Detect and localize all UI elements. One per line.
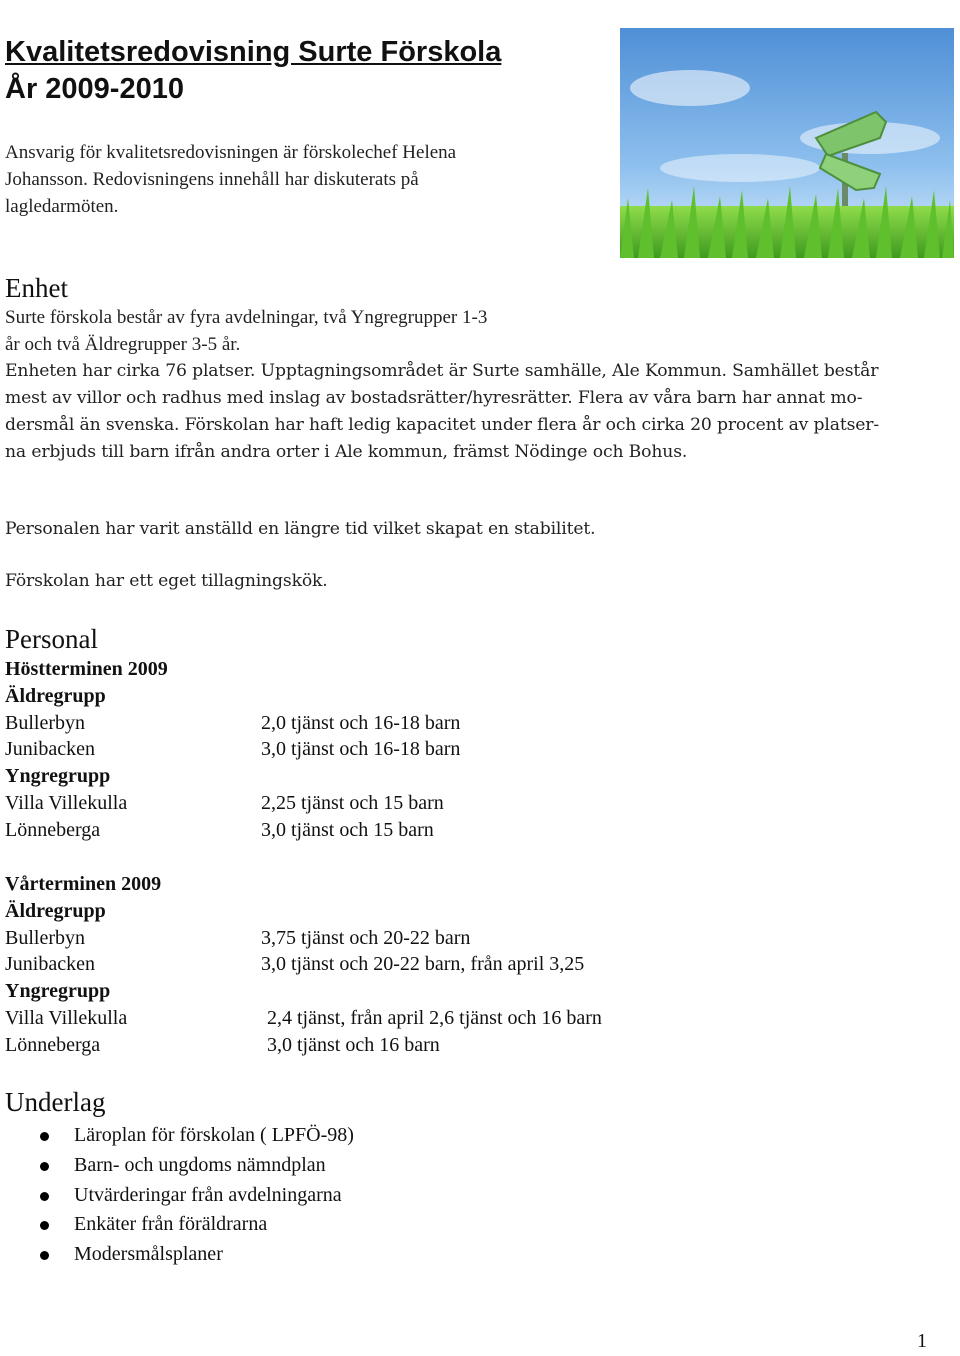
enhet-paragraph-3: Personalen har varit anställd en längre tid vilket skapat en stabilitet. [5, 519, 596, 539]
unit-name: Villa Villekulla [5, 791, 128, 814]
bullet-icon [40, 1251, 49, 1260]
staff-row [5, 951, 585, 978]
list-item [0, 1121, 354, 1151]
enhet-paragraph-4: Förskolan har ett eget tillagningskök. [5, 571, 328, 591]
unit-staffing: 3,75 tjänst och 20-22 barn [261, 926, 471, 949]
unit-staffing: 2,4 tjänst, från april 2,6 tjänst och 16 barn [267, 1006, 602, 1029]
bullet-icon [40, 1162, 49, 1171]
staff-row [5, 925, 471, 952]
staff-row [5, 1005, 602, 1032]
document-title [5, 34, 501, 108]
list-item [0, 1210, 354, 1240]
list-item-text: Utvärderingar från avdelningarna [74, 1183, 342, 1206]
unit-name: Lönneberga [5, 1033, 101, 1056]
list-item [0, 1151, 354, 1181]
group-heading: Yngregrupp [5, 765, 111, 788]
enhet-line: Enheten har cirka 76 platser. Upptagningsområdet är Surte samhälle, Ale Kommun. Samhället består [5, 361, 879, 381]
unit-staffing: 3,0 tjänst och 16 barn [267, 1033, 440, 1056]
group-heading: Äldregrupp [5, 899, 106, 922]
group-heading: Yngregrupp [5, 980, 111, 1003]
unit-staffing: 3,0 tjänst och 20-22 barn, från april 3,25 [261, 953, 585, 976]
signpost-icon [620, 28, 954, 258]
staff-row [5, 736, 461, 763]
unit-name: Bullerbyn [5, 711, 85, 734]
staff-row [5, 710, 461, 737]
intro-line: Ansvarig för kvalitetsredovisningen är förskolechef Helena [5, 142, 457, 163]
unit-name: Junibacken [5, 738, 95, 761]
section-heading-enhet: Enhet [5, 273, 68, 303]
list-item-text: Modersmålsplaner [74, 1243, 223, 1266]
enhet-line: år och två Äldregrupper 3-5 år. [5, 334, 241, 355]
staff-row [5, 1032, 440, 1059]
unit-name: Junibacken [5, 953, 95, 976]
intro-paragraph [5, 139, 605, 220]
unit-staffing: 3,0 tjänst och 16-18 barn [261, 738, 461, 761]
staff-row [5, 790, 444, 817]
staffing-fall-2009 [5, 656, 461, 844]
list-item-text: Enkäter från föräldrarna [74, 1213, 268, 1236]
enhet-paragraph-2 [5, 358, 935, 466]
section-heading-underlag: Underlag [5, 1087, 106, 1117]
bullet-icon [40, 1132, 49, 1141]
list-item [0, 1240, 354, 1270]
title-line-2: År 2009-2010 [5, 73, 184, 105]
term-heading: Höstterminen 2009 [5, 658, 168, 680]
unit-name: Bullerbyn [5, 926, 85, 949]
enhet-line: dersmål än svenska. Förskolan har haft ledig kapacitet under flera år och cirka 20 procent av platser- [5, 415, 880, 435]
staffing-spring-2009 [5, 871, 602, 1059]
underlag-list [0, 1121, 354, 1270]
unit-staffing: 2,25 tjänst och 15 barn [261, 791, 444, 814]
enhet-line: Surte förskola består av fyra avdelningar, två Yngregrupper 1-3 [5, 307, 488, 328]
unit-name: Villa Villekulla [5, 1006, 128, 1029]
title-line-1: Kvalitetsredovisning Surte Förskola [5, 36, 502, 68]
enhet-paragraph-1 [5, 304, 605, 358]
unit-staffing: 2,0 tjänst och 16-18 barn [261, 711, 461, 734]
section-heading-personal: Personal [5, 624, 98, 654]
list-item-text: Barn- och ungdoms nämndplan [74, 1153, 326, 1176]
enhet-line: na erbjuds till barn ifrån andra orter i Ale kommun, främst Nödinge och Bohus. [5, 442, 688, 462]
group-heading: Äldregrupp [5, 684, 106, 707]
list-item [0, 1181, 354, 1211]
term-heading: Vårterminen 2009 [5, 873, 162, 895]
intro-line: Johansson. Redovisningens innehåll har diskuterats på [5, 169, 419, 190]
page-number: 1 [917, 1330, 927, 1352]
unit-name: Lönneberga [5, 818, 101, 841]
staff-row [5, 817, 434, 844]
bullet-icon [40, 1221, 49, 1230]
intro-line: lagledarmöten. [5, 196, 119, 217]
list-item-text: Läroplan för förskolan ( LPFÖ-98) [74, 1124, 354, 1146]
bullet-icon [40, 1192, 49, 1201]
unit-staffing: 3,0 tjänst och 15 barn [261, 818, 434, 841]
signpost-grass-sky-image [620, 28, 954, 258]
enhet-line: mest av villor och radhus med inslag av bostadsrätter/hyresrätter. Flera av våra barn har annat mo- [5, 388, 863, 408]
